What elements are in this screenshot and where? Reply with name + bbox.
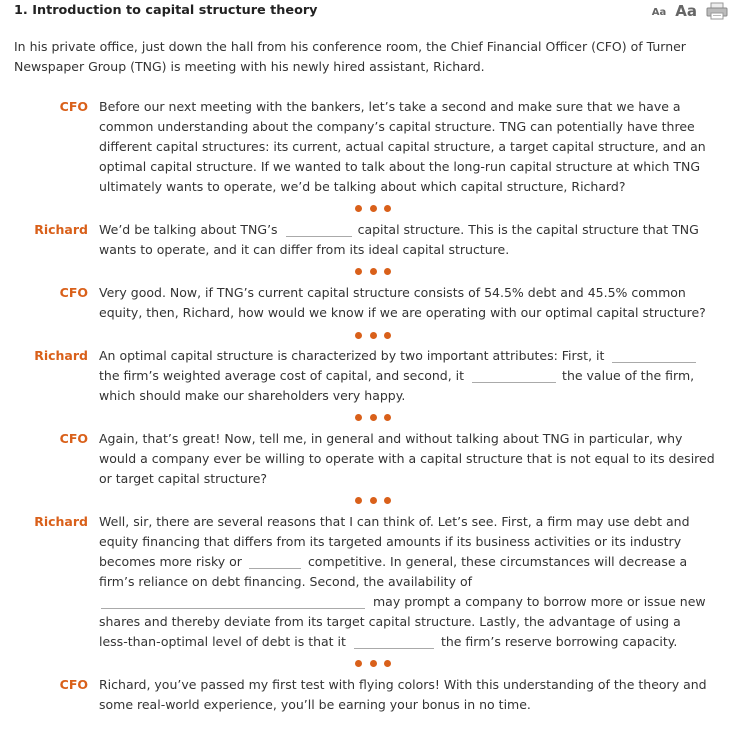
answer-blank-3[interactable] — [472, 368, 556, 383]
ellipsis-divider — [355, 414, 391, 422]
dialog-line: common understanding about the company’s capital structure. TNG can potentially have three — [99, 119, 695, 134]
dialog-text: the firm’s weighted average cost of capital, and second, it — [99, 368, 465, 383]
dialog-line: would a company ever be willing to operate with a capital structure that is not equal to its desired — [99, 451, 715, 466]
dialog-line: different capital structures: its current, actual capital structure, a target capital structure, and an — [99, 139, 706, 154]
answer-blank-6[interactable] — [354, 634, 434, 649]
dialog-text: less-than-optimal level of debt is that it — [99, 634, 346, 649]
dialog-line: Very good. Now, if TNG’s current capital structure consists of 54.5% debt and 45.5% common — [99, 285, 686, 300]
dialog-text: capital structure. This is the capital structure that TNG — [357, 222, 699, 237]
dialog-line: Richard, you’ve passed my first test with flying colors! With this understanding of the theory and — [99, 677, 707, 692]
ellipsis-divider — [355, 660, 391, 668]
dialog-text: becomes more risky or — [99, 554, 242, 569]
speaker-label: CFO — [59, 677, 88, 692]
dialog-line: Well, sir, there are several reasons that I can think of. Let’s see. First, a firm may use debt and — [99, 514, 690, 529]
speaker-label: Richard — [34, 514, 88, 529]
speaker-label: Richard — [34, 222, 88, 237]
dialog-text: the value of the firm, — [562, 368, 695, 383]
dialog-line — [99, 220, 709, 240]
answer-blank-1[interactable] — [286, 222, 352, 237]
font-decrease-button[interactable]: Aa — [651, 7, 667, 18]
toolbar — [652, 2, 728, 20]
answer-blank-2[interactable] — [612, 348, 696, 363]
intro-paragraph: In his private office, just down the hall from his conference room, the Chief Financial Officer (CFO) of Turner Newspaper Group (TNG) is meeting with his newly hired assistant, Richard. — [14, 39, 686, 74]
dialog-text: the firm’s reserve borrowing capacity. — [440, 634, 678, 649]
dialog-text: may prompt a company to borrow more or issue new — [373, 594, 706, 609]
dialog-line — [99, 346, 709, 366]
dialog-line: wants to operate, and it can differ from its ideal capital structure. — [99, 242, 510, 257]
ellipsis-divider — [355, 205, 391, 213]
dialog-line: firm’s reliance on debt financing. Second, the availability of — [99, 574, 472, 589]
dialog-line: shares and thereby deviate from its target capital structure. Lastly, the advantage of using a — [99, 614, 681, 629]
speaker-label: Richard — [34, 348, 88, 363]
dialog-text: We’d be talking about TNG’s — [99, 222, 278, 237]
printer-icon[interactable] — [706, 2, 728, 20]
speaker-label: CFO — [59, 431, 88, 446]
question-title: 1. Introduction to capital structure theory — [14, 3, 318, 18]
speaker-label: CFO — [59, 99, 88, 114]
answer-blank-5[interactable] — [101, 594, 365, 609]
ellipsis-divider — [355, 268, 391, 276]
dialog-line: which should make our shareholders very happy. — [99, 388, 406, 403]
dialog-text: An optimal capital structure is characterized by two important attributes: First, it — [99, 348, 605, 363]
dialog-line: some real-world experience, you’ll be earning your bonus in no time. — [99, 697, 531, 712]
dialog-line — [99, 552, 709, 572]
dialog-line: or target capital structure? — [99, 471, 268, 486]
dialog-line — [99, 592, 709, 612]
speaker-label: CFO — [59, 285, 88, 300]
dialog-line: optimal capital structure. If we wanted to talk about the long-run capital structure at which TNG — [99, 159, 701, 174]
dialog-line: ultimately wants to operate, we’d be talking about which capital structure, Richard? — [99, 179, 626, 194]
dialog-text: competitive. In general, these circumstances will decrease a — [307, 554, 688, 569]
dialog-line — [99, 632, 709, 652]
dialog-line — [99, 366, 709, 386]
dialog-line: Again, that’s great! Now, tell me, in general and without talking about TNG in particular, why — [99, 431, 683, 446]
ellipsis-divider — [355, 332, 391, 340]
dialog-line: Before our next meeting with the bankers, let’s take a second and make sure that we have a — [99, 99, 681, 114]
dialog-line: equity financing that differs from its targeted amounts if its business activities or its industry — [99, 534, 682, 549]
ellipsis-divider — [355, 497, 391, 505]
dialog-line: equity, then, Richard, how would we know if we are operating with our optimal capital structure? — [99, 305, 706, 320]
answer-blank-4[interactable] — [249, 554, 301, 569]
font-increase-button[interactable]: Aa — [675, 2, 697, 20]
